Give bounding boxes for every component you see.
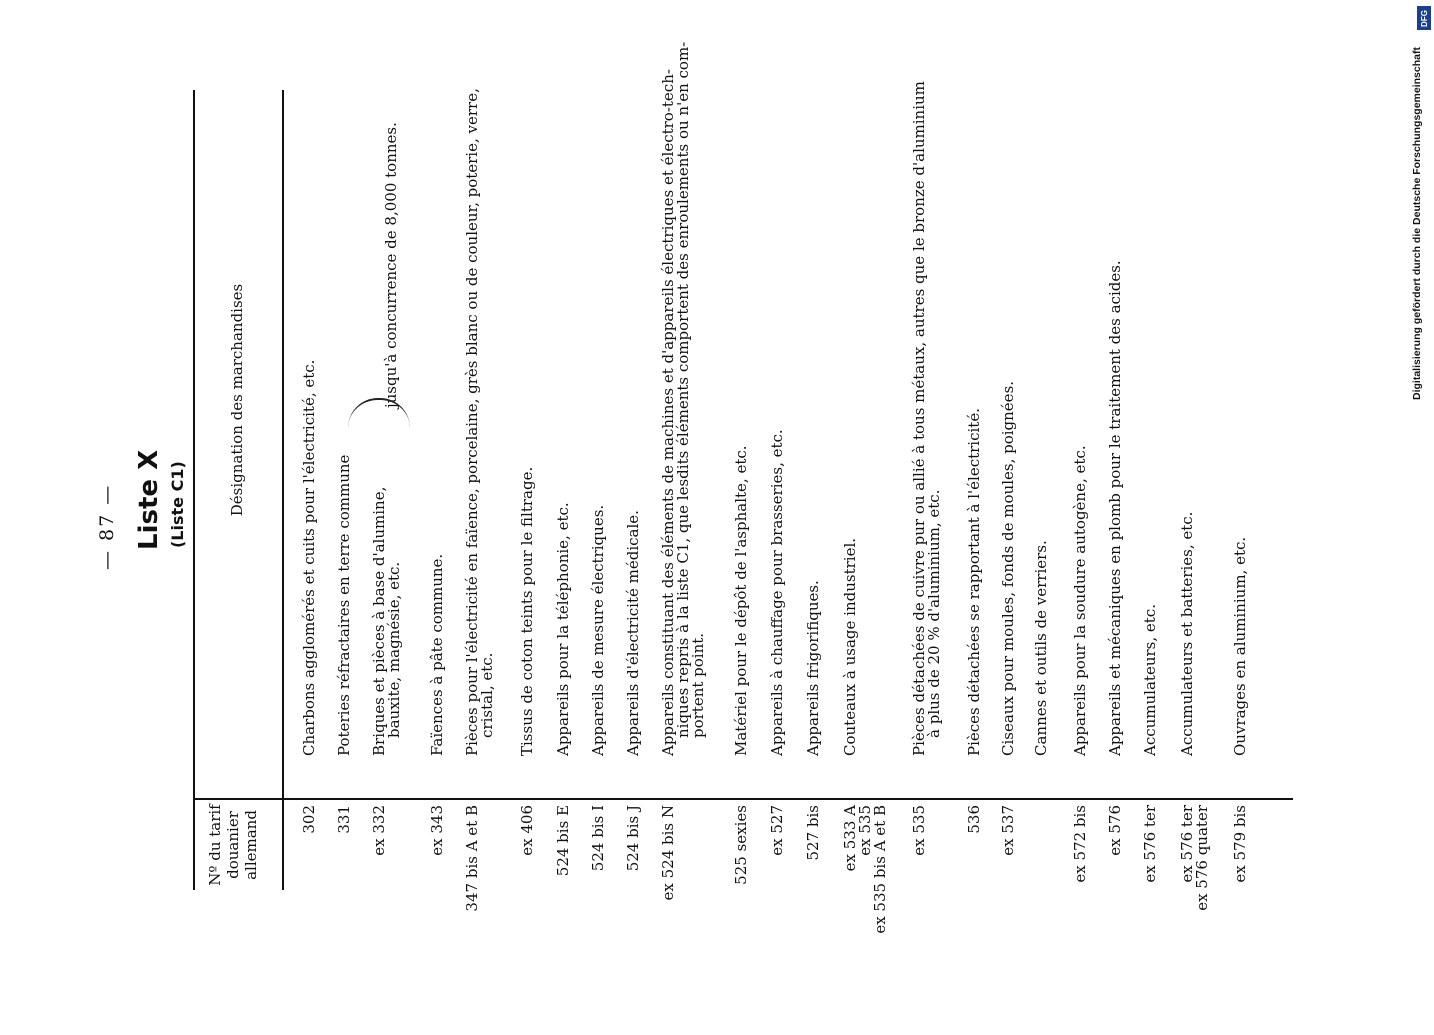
merchandise-description: Accumulateurs et batteries, etc. [1178,511,1196,756]
tariff-number: 527 bis [804,805,822,861]
merchandise-description: Appareils constituant des éléments de machines et d'appareils électriques et électro-tech- niques repris à la liste C1, que lesdits éléments comportent des enroulements ou n'en com- portent point. [659,41,707,756]
merchandise-description: Tissus de coton teints pour le filtrage. [518,466,536,756]
merchandise-description: Ouvrages en aluminium, etc. [1231,536,1249,756]
tariff-number: 524 bis J [624,805,642,872]
merchandise-description: Ciseaux pour moules, fonds de moules, poignées. Cannes et outils de verriers. [999,380,1050,756]
brace-symbol [348,398,410,460]
merchandise-description: Charbons agglomérés et cuits pour l'électricité, etc. [300,359,318,756]
merchandise-description: Pièces détachées se rapportant à l'électricité. [965,408,983,756]
tariff-number: 302 [300,805,318,834]
tariff-number: ex 576 [1106,805,1124,856]
tariff-number: 536 [965,805,983,834]
tariff-number: 347 bis A et B [463,805,481,912]
digitization-note: Digitalisierung gefördert durch die Deutsche Forschungsgemeinschaft [1411,47,1423,400]
tariff-number: ex 537 [999,805,1017,856]
tariff-number: ex 576 ter ex 576 quater [1178,805,1211,911]
merchandise-description: Appareils et mécaniques en plomb pour le traitement des acides. [1106,260,1124,756]
tariff-number: ex 572 bis [1071,805,1089,883]
tariff-number: ex 576 ter [1141,805,1159,883]
tariff-number: 331 [335,805,353,834]
merchandise-description: Pièces détachées de cuivre pur ou allié à tous métaux, autres que le bronze d'aluminium à plus de 20 % d'aluminium, etc. [910,81,943,756]
tariff-number: ex 524 bis N [659,805,677,901]
tariff-number: 524 bis I [589,805,607,872]
merchandise-description: Faïences à pâte commune. [428,553,446,756]
tariff-number: ex 527 [768,805,786,856]
tariff-number: ex 332 [370,805,388,856]
tariff-number: 524 bis E [554,805,572,877]
header-divider-rule [282,90,284,890]
merchandise-description: Matériel pour le dépôt de l'asphalte, etc. [732,445,750,756]
merchandise-description: Appareils pour la soudure autogène, etc. [1071,445,1089,756]
tariff-number: ex 533 A ex 535 ex 535 bis A et B [841,805,889,934]
column-header-designation: Désignation des marchandises [228,283,246,517]
column-divider-rule [193,798,1293,800]
tariff-number: ex 535 [910,805,928,856]
merchandise-description: Appareils à chauffage pour brasseries, etc. [768,429,786,756]
dfg-logo: DFG [1417,6,1431,30]
list-title: Liste X [134,449,164,550]
merchandise-description: Appareils pour la téléphonie, etc. [554,502,572,756]
tariff-number: ex 343 [428,805,446,856]
tariff-number: ex 406 [518,805,536,856]
page-number: — 87 — [96,483,118,570]
merchandise-description: Poteries réfractaires en terre commune [335,454,353,756]
tariff-number: ex 579 bis [1231,805,1249,883]
table-top-rule [193,90,195,890]
quota-note: jusqu'à concurrence de 8,000 tonnes. [382,122,400,408]
list-subtitle: (Liste C1) [168,461,187,548]
merchandise-description: Appareils de mesure électriques. [589,504,607,756]
merchandise-description: Couteaux à usage industriel. [841,537,859,756]
merchandise-description: Appareils frigorifiques. [804,580,822,756]
merchandise-description: Appareils d'électricité médicale. [624,510,642,756]
merchandise-description: Pièces pour l'électricité en faïence, porcelaine, grès blanc ou de couleur, poterie, verre, cristal, etc. [463,88,496,756]
tariff-number: 525 sexies [732,805,750,885]
merchandise-description: Briques et pièces à base d'alumine, bauxite, magnésie, etc. [370,486,403,756]
column-header-tariff: Nº du tarif douanier allemand [206,804,260,886]
merchandise-description: Accumulateurs, etc. [1141,604,1159,756]
